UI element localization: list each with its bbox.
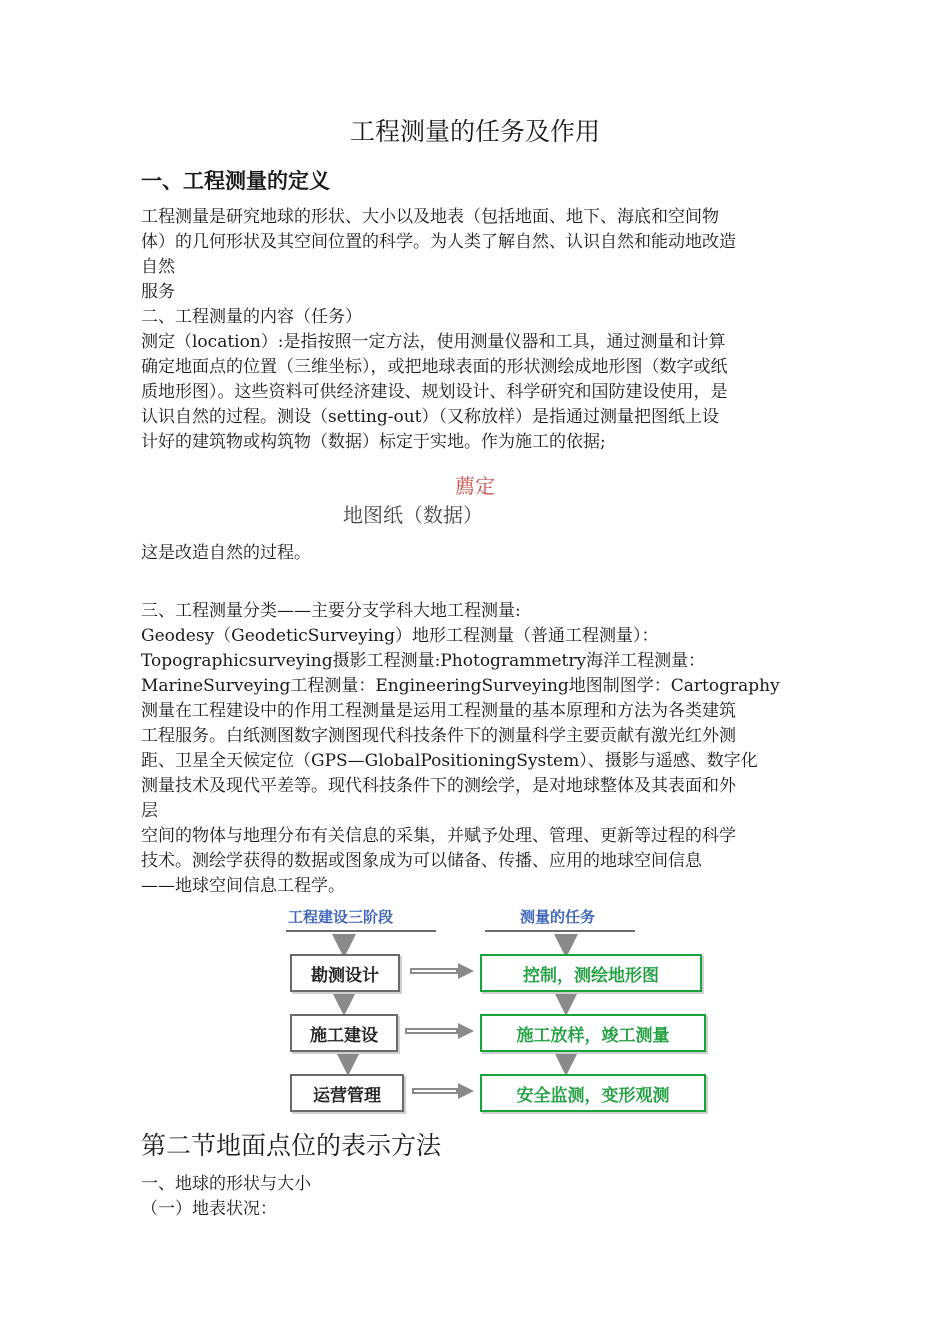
text-line: 计好的建筑物或构筑物（数据）标定于实地。作为施工的依据;: [141, 432, 606, 452]
stage-box: 施工建设: [290, 1014, 398, 1052]
text-line: 层: [141, 801, 158, 821]
text-line: 工程服务。白纸测图数字测图现代科技条件下的测量科学主要贡献有激光红外测: [141, 726, 736, 746]
stage-box: 勘测设计: [290, 954, 400, 992]
text-line: 这是改造自然的过程。: [141, 543, 311, 563]
task-box: 控制，测绘地形图: [480, 954, 702, 992]
arrow-head: [458, 963, 474, 979]
text-line: Geodesy（GeodeticSurveying）地形工程测量（普通工程测量）：: [141, 626, 659, 646]
text-line: 一、地球的形状与大小: [141, 1174, 311, 1194]
figure-text-gray: 地图纸（数据）: [343, 503, 483, 527]
text-line: 认识自然的过程。测设（setting-out）（又称放样）是指通过测量把图纸上设: [141, 407, 719, 427]
text-line: 质地形图）。这些资料可供经济建设、规划设计、科学研究和国防建设使用，是: [141, 382, 728, 402]
task-box: 安全监测，变形观测: [480, 1074, 706, 1112]
text-line: 二、工程测量的内容（任务）: [141, 307, 362, 327]
text-line: MarineSurveying工程测量：EngineeringSurveying地图制图学：Cartography: [141, 676, 780, 696]
text-line: ——地球空间信息工程学。: [141, 876, 345, 896]
text-line: 工程测量是研究地球的形状、大小以及地表（包括地面、地下、海底和空间物: [141, 207, 719, 227]
text-line: 测量在工程建设中的作用工程测量是运用工程测量的基本原理和方法为各类建筑: [141, 701, 736, 721]
figure-text-red: 薦定: [455, 474, 495, 498]
text-line: 三、工程测量分类——主要分支学科大地工程测量:: [141, 601, 521, 621]
stages-tasks-diagram: [280, 900, 710, 1115]
paragraph-process: [141, 541, 813, 566]
task-box: 施工放样，竣工测量: [480, 1014, 706, 1052]
text-line: 自然: [141, 257, 175, 277]
text-line: 测定（location）:是指按照一定方法，使用测量仪器和工具，通过测量和计算: [141, 332, 726, 352]
section-heading-point-position: 第二节地面点位的表示方法: [141, 1131, 442, 1160]
section-heading-definition: 一、工程测量的定义: [141, 169, 330, 193]
arrow-head: [458, 1083, 474, 1099]
text-line: 确定地面点的位置（三维坐标），或把地球表面的形状测绘成地形图（数字或纸: [141, 357, 728, 377]
text-line: 服务: [141, 282, 175, 302]
diagram-right-header: 测量的任务: [520, 908, 596, 926]
text-line: 距、卫星全天候定位（GPS—GlobalPositioningSystem）、摄影与遥感、数字化: [141, 751, 758, 771]
text-line: 体）的几何形状及其空间位置的科学。为人类了解自然、认识自然和能动地改造: [141, 232, 736, 252]
text-line: （一）地表状况：: [141, 1199, 277, 1219]
text-line: 测量技术及现代平差等。现代科技条件下的测绘学，是对地球整体及其表面和外: [141, 776, 736, 796]
text-line: 技术。测绘学获得的数据或图象成为可以储备、传播、应用的地球空间信息: [141, 851, 702, 871]
paragraph-earth-shape: [141, 1172, 813, 1222]
text-line: Topographicsurveying摄影工程测量:Photogrammetry海洋工程测量：: [141, 651, 706, 671]
diagram-left-header: 工程建设三阶段: [288, 908, 394, 926]
paragraph-definition: [141, 205, 813, 455]
text-line: 空间的物体与地理分布有关信息的采集，并赋予处理、管理、更新等过程的科学: [141, 826, 736, 846]
page-title: 工程测量的任务及作用: [349, 117, 600, 146]
paragraph-classification: [141, 599, 813, 899]
arrow-head: [458, 1023, 474, 1039]
stage-box: 运营管理: [290, 1074, 404, 1112]
